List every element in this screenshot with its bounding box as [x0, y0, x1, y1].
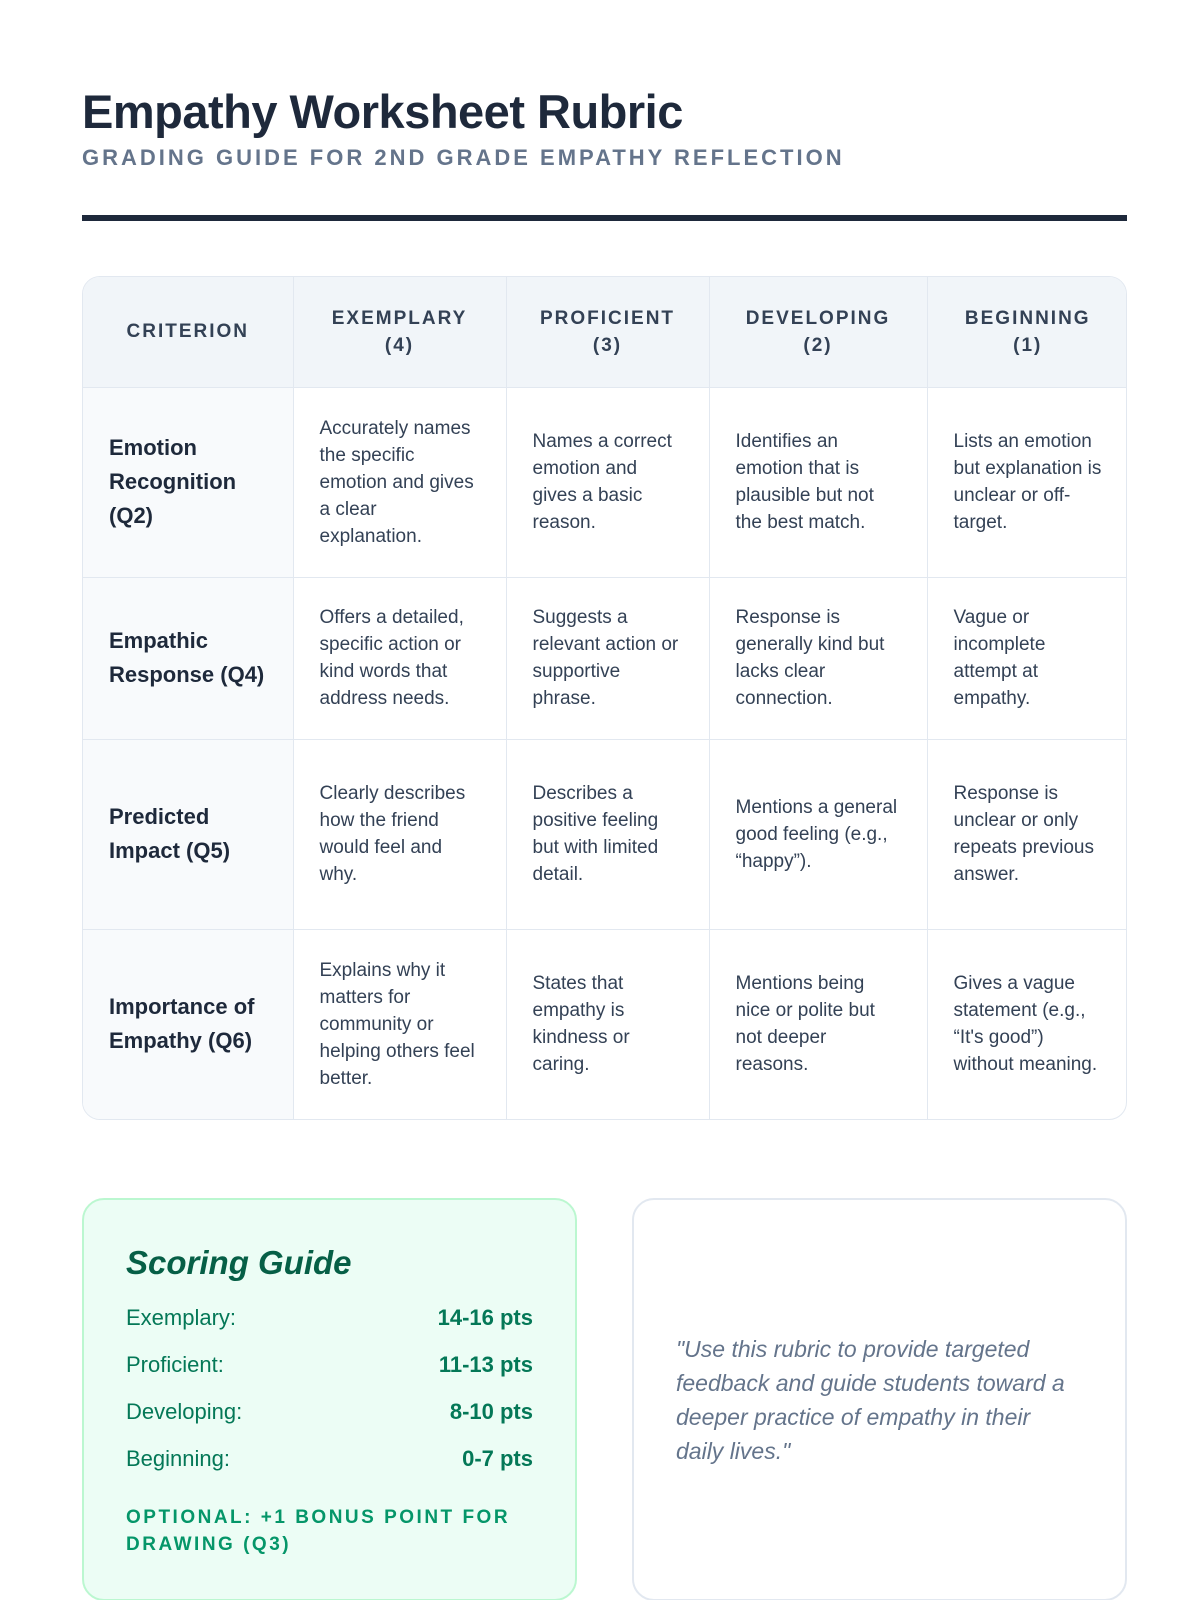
- score-level-label: Developing:: [126, 1398, 243, 1424]
- col-header-label: PROFICIENT: [539, 307, 676, 329]
- page-subtitle: GRADING GUIDE FOR 2ND GRADE EMPATHY REFLECTION: [82, 145, 845, 170]
- col-header-label: BEGINNING: [964, 307, 1091, 329]
- exemplary-cell: Offers a detailed, specific action or kind words that address needs.: [293, 577, 506, 739]
- proficient-cell: Describes a positive feeling but with limited detail.: [506, 739, 709, 929]
- criterion-cell: Predicted Impact (Q5): [83, 739, 293, 929]
- rubric-quote: "Use this rubric to provide targeted feedback and guide students toward a deeper practice of empathy in their daily lives.": [676, 1335, 1065, 1464]
- exemplary-cell: Explains why it matters for community or helping others feel better.: [293, 929, 506, 1119]
- col-header-beginning: [927, 277, 1127, 387]
- exemplary-cell: Accurately names the specific emotion and gives a clear explanation.: [293, 387, 506, 577]
- developing-cell: Identifies an emotion that is plausible but not the best match.: [709, 387, 927, 577]
- col-header-score: (2): [803, 334, 833, 356]
- score-row-developing: [126, 1388, 533, 1435]
- table-row: [83, 577, 1127, 739]
- criterion-cell: Emotion Recognition (Q2): [83, 387, 293, 577]
- bonus-note: OPTIONAL: +1 BONUS POINT FOR DRAWING (Q3): [126, 1507, 511, 1555]
- beginning-cell: Gives a vague statement (e.g., “It's good”) without meaning.: [927, 929, 1127, 1119]
- exemplary-cell: Clearly describes how the friend would feel and why.: [293, 739, 506, 929]
- col-header-developing: [709, 277, 927, 387]
- score-level-points: 0-7 pts: [462, 1445, 533, 1471]
- rubric-header-row: [83, 277, 1127, 387]
- col-header-exemplary: [293, 277, 506, 387]
- proficient-cell: Names a correct emotion and gives a basic reason.: [506, 387, 709, 577]
- criterion-cell: Importance of Empathy (Q6): [83, 929, 293, 1119]
- title-divider: [82, 215, 1127, 221]
- score-level-points: 8-10 pts: [449, 1398, 533, 1424]
- criterion-cell: Empathic Response (Q4): [83, 577, 293, 739]
- proficient-cell: States that empathy is kindness or caring.: [506, 929, 709, 1119]
- beginning-cell: Lists an emotion but explanation is unclear or off-target.: [927, 387, 1127, 577]
- score-row-proficient: [126, 1341, 533, 1388]
- score-level-points: 11-13 pts: [438, 1351, 533, 1377]
- score-level-label: Proficient:: [126, 1351, 224, 1377]
- beginning-cell: Response is unclear or only repeats previous answer.: [927, 739, 1127, 929]
- rubric-table: [82, 276, 1127, 1120]
- beginning-cell: Vague or incomplete attempt at empathy.: [927, 577, 1127, 739]
- score-level-label: Beginning:: [126, 1445, 230, 1471]
- developing-cell: Mentions being nice or polite but not deeper reasons.: [709, 929, 927, 1119]
- col-header-criterion: CRITERION: [83, 277, 293, 387]
- score-level-points: 14-16 pts: [437, 1304, 533, 1330]
- col-header-label: DEVELOPING: [745, 307, 891, 329]
- proficient-cell: Suggests a relevant action or supportive phrase.: [506, 577, 709, 739]
- col-header-score: (3): [592, 334, 623, 356]
- developing-cell: Response is generally kind but lacks clear connection.: [709, 577, 927, 739]
- score-row-exemplary: [126, 1294, 533, 1341]
- col-header-score: (1): [1013, 334, 1043, 356]
- quote-card: [632, 1198, 1127, 1600]
- col-header-proficient: [506, 277, 709, 387]
- scoring-guide-title: Scoring Guide: [126, 1244, 352, 1281]
- page-title: Empathy Worksheet Rubric: [82, 85, 683, 138]
- developing-cell: Mentions a general good feeling (e.g., “happy”).: [709, 739, 927, 929]
- scoring-guide-card: [82, 1198, 577, 1600]
- score-level-label: Exemplary:: [126, 1304, 237, 1330]
- table-row: [83, 929, 1127, 1119]
- col-header-score: (4): [384, 334, 415, 356]
- table-row: [83, 739, 1127, 929]
- table-row: [83, 387, 1127, 577]
- score-row-beginning: [126, 1435, 533, 1482]
- col-header-label: EXEMPLARY: [331, 307, 468, 329]
